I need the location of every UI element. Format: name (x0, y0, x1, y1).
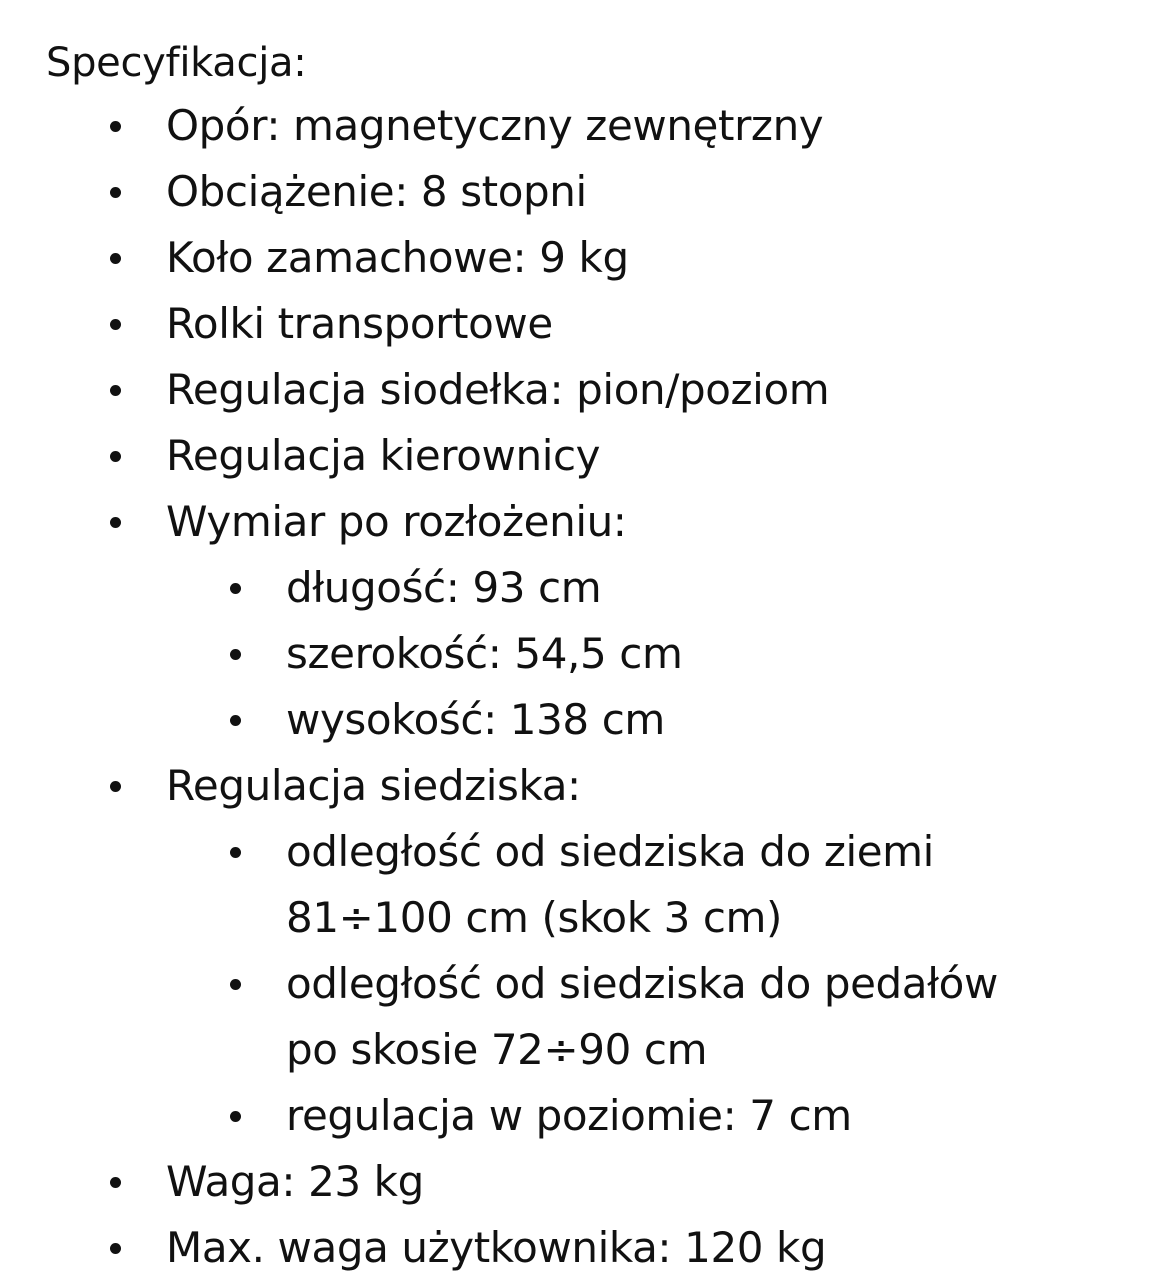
spec-item-saddle: Regulacja siodełka: pion/poziom (166, 365, 830, 414)
bullet-icon (230, 715, 241, 726)
bullet-icon (110, 517, 121, 528)
bullet-icon (230, 847, 241, 858)
seat-ground-distance-range: 81÷100 cm (skok 3 cm) (286, 893, 783, 942)
spec-heading: Specyfikacja: (46, 40, 307, 86)
dimension-height: wysokość: 138 cm (286, 695, 665, 744)
bullet-icon (110, 1243, 121, 1254)
seat-pedal-distance-range: po skosie 72÷90 cm (286, 1025, 708, 1074)
seat-pedal-distance: odległość od siedziska do pedałów (286, 959, 998, 1008)
spec-item-handlebar: Regulacja kierownicy (166, 431, 601, 480)
bullet-icon (110, 1177, 121, 1188)
spec-item-seat: Regulacja siedziska: (166, 761, 581, 810)
spec-item-max-user-weight: Max. waga użytkownika: 120 kg (166, 1223, 827, 1272)
spec-item-weight: Waga: 23 kg (166, 1157, 424, 1206)
spec-item-load: Obciążenie: 8 stopni (166, 167, 587, 216)
spec-item-resistance: Opór: magnetyczny zewnętrzny (166, 101, 824, 150)
bullet-icon (230, 649, 241, 660)
bullet-icon (110, 187, 121, 198)
dimension-width: szerokość: 54,5 cm (286, 629, 683, 678)
seat-ground-distance: odległość od siedziska do ziemi (286, 827, 934, 876)
bullet-icon (230, 979, 241, 990)
bullet-icon (110, 385, 121, 396)
bullet-icon (230, 1111, 241, 1122)
bullet-icon (110, 253, 121, 264)
bullet-icon (230, 583, 241, 594)
bullet-icon (110, 121, 121, 132)
seat-horizontal-adjustment: regulacja w poziomie: 7 cm (286, 1091, 852, 1140)
bullet-icon (110, 451, 121, 462)
dimension-length: długość: 93 cm (286, 563, 602, 612)
bullet-icon (110, 319, 121, 330)
spec-item-flywheel: Koło zamachowe: 9 kg (166, 233, 629, 282)
spec-item-wheels: Rolki transportowe (166, 299, 553, 348)
spec-item-dimensions: Wymiar po rozłożeniu: (166, 497, 627, 546)
bullet-icon (110, 781, 121, 792)
